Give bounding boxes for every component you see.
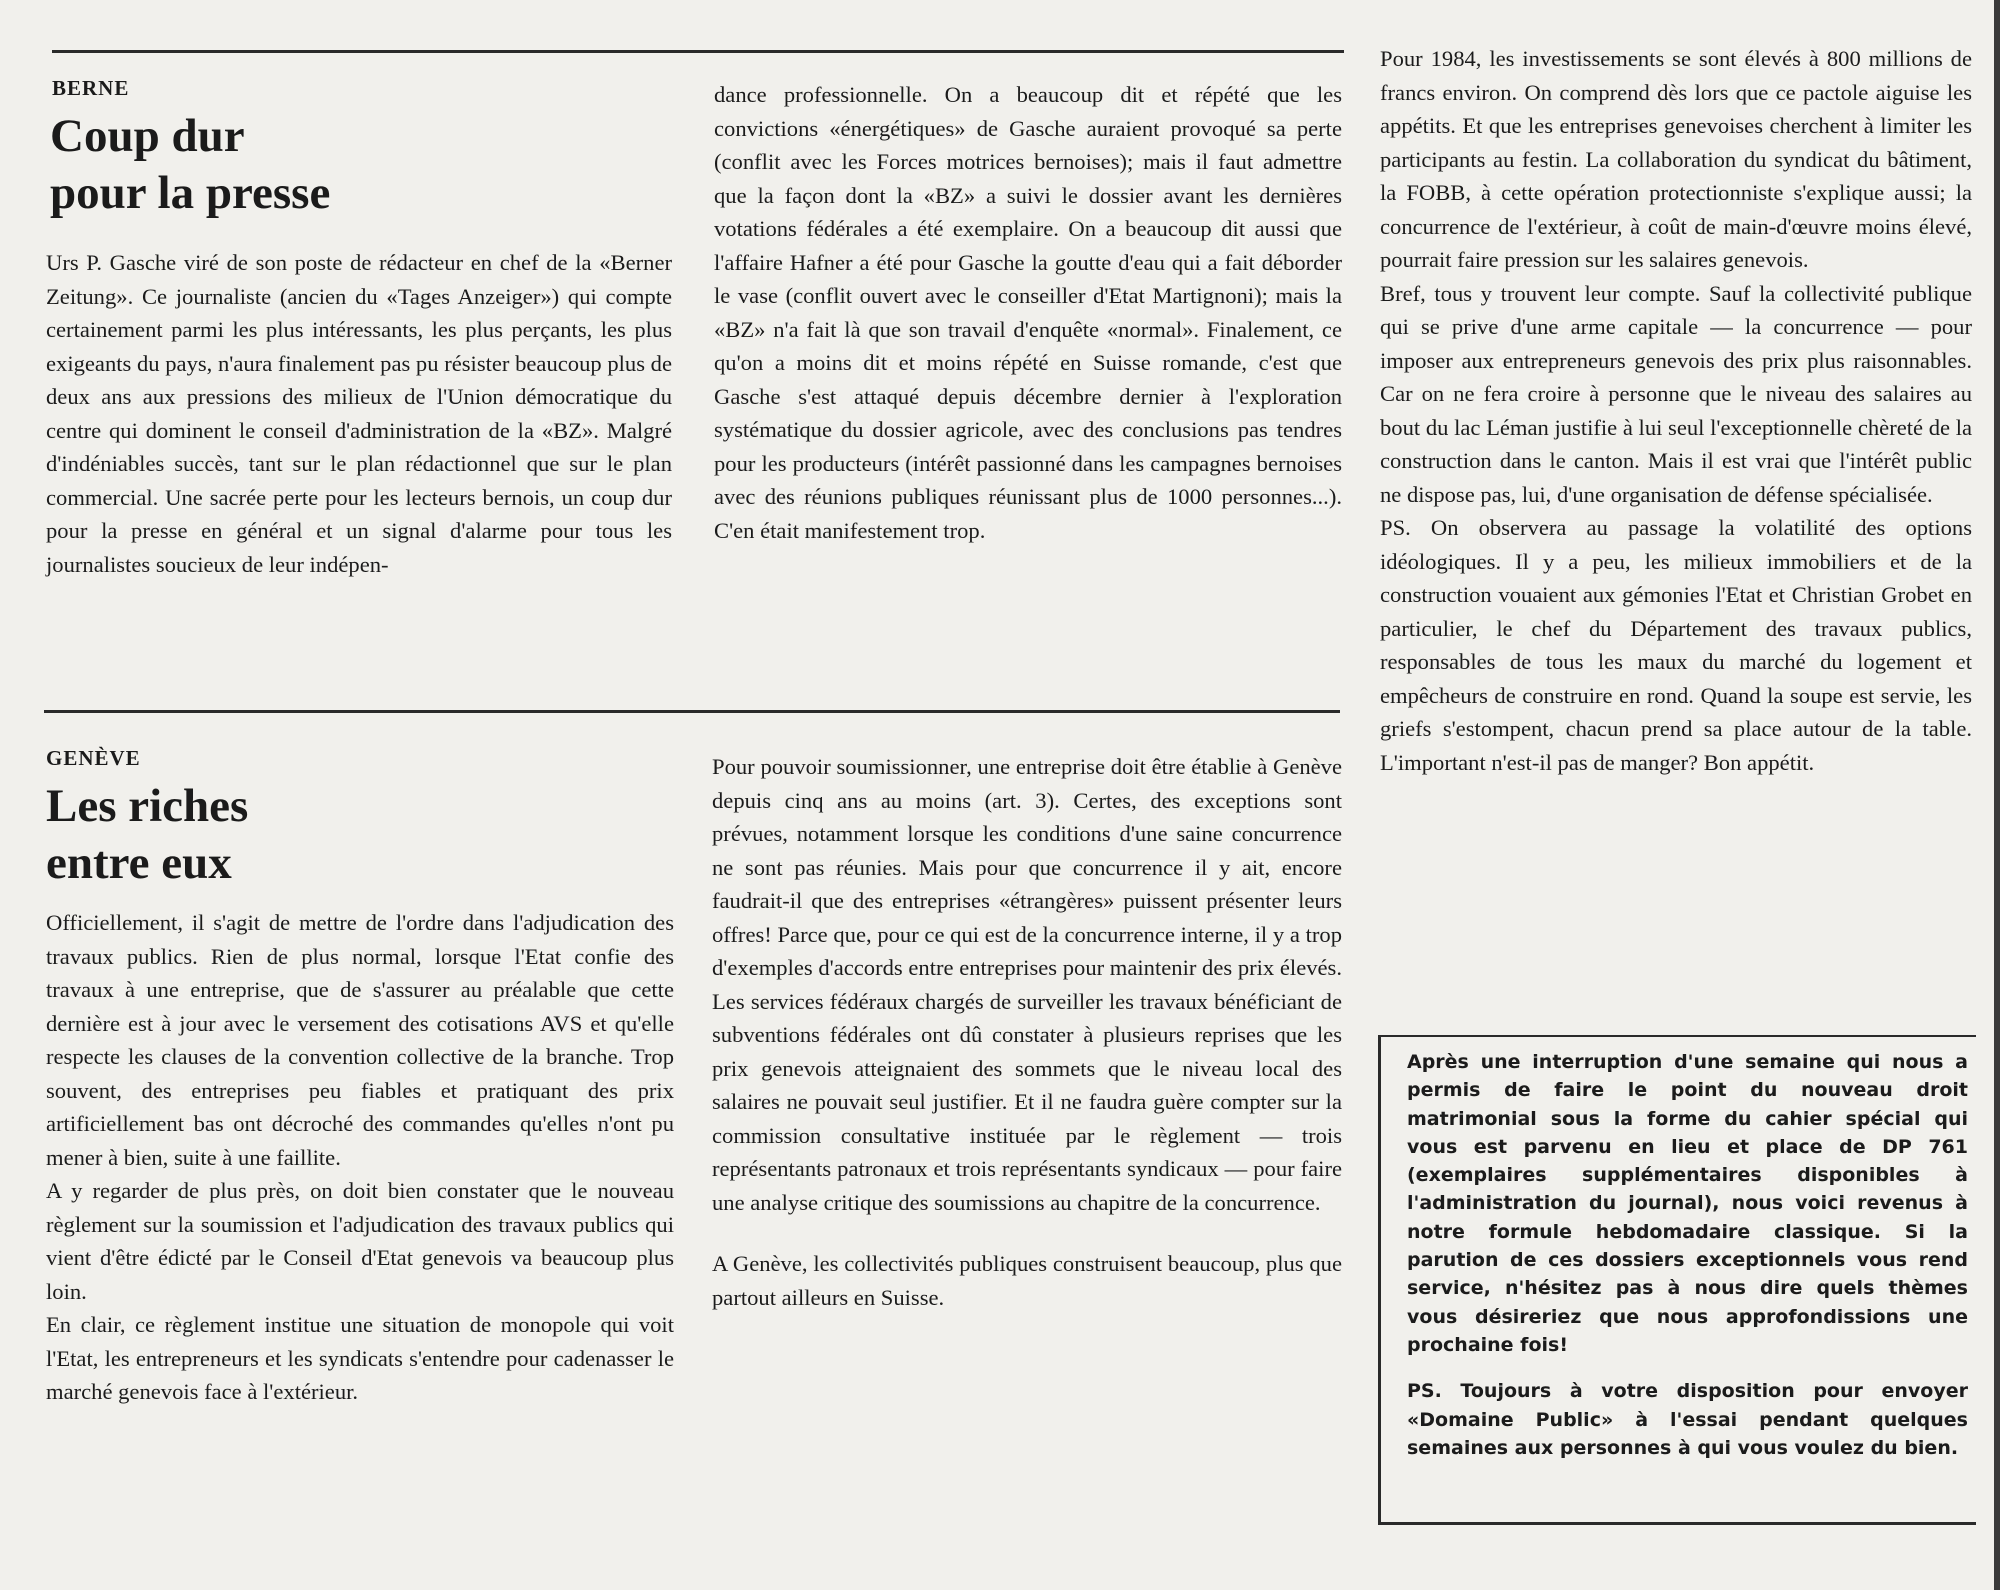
editorial-notice-box bbox=[1378, 1035, 1976, 1525]
berne-column-2 bbox=[714, 78, 1342, 547]
top-rule bbox=[52, 50, 1344, 53]
page-edge-shadow bbox=[1994, 0, 2000, 1590]
geneve-headline-line1: Les riches bbox=[46, 780, 249, 832]
berne-headline-line1: Coup dur bbox=[50, 110, 245, 162]
geneve-paragraph: PS. On observera au passage la volatilité des options idéologiques. Il y a peu, les milieux immobiliers et de la construction vouaient aux gémonies l'Etat et Christian Grobet en particulier, le chef du Département des travaux publics, responsables de tous les maux du marché du logement et empêcheurs de construire en rond. Quand la soupe est servie, les griefs s'estompent, chacun prend sa place autour de la table. L'important n'est-il pas de manger? Bon appétit. bbox=[1380, 515, 1972, 775]
geneve-headline-line2: entre eux bbox=[46, 837, 232, 889]
notice-paragraph: Après une interruption d'une semaine qui nous a permis de faire le point du nouveau droit matrimonial sous la forme du cahier spécial qui vous est parvenu en lieu et place de DP 761 (exemplaires supplémentaires disponibles à l'administration du journal), nous voici revenus à notre formule hebdomadaire classique. Si la parution de ces dossiers exceptionnels vous rend service, n'hésitez pas à nous dire quels thèmes vous désireriez que nous approfondissions une prochaine fois! bbox=[1407, 1051, 1968, 1356]
berne-headline-line2: pour la presse bbox=[50, 167, 331, 219]
geneve-column-2 bbox=[712, 750, 1342, 1314]
section-rule bbox=[44, 710, 1340, 713]
geneve-column-3 bbox=[1380, 42, 1972, 779]
berne-column-1 bbox=[46, 246, 672, 581]
notice-ps: PS. Toujours à votre disposition pour envoyer «Domaine Public» à l'essai pendant quelques semaines aux personnes à qui vous voulez du bien. bbox=[1407, 1380, 1968, 1459]
geneve-paragraph: Pour pouvoir soumissionner, une entreprise doit être établie à Genève depuis cinq ans au moins (art. 3). Certes, des exceptions sont prévues, notamment lorsque les conditions d'une saine concurrence ne sont pas réunies. Mais pour que concurrence il y ait, encore faudrait-il que des entreprises «étrangères» puissent présenter leurs offres! Parce que, pour ce qui est de la concurrence interne, il y a trop d'exemples d'accords entre entreprises pour maintenir des prix élevés. Les services fédéraux chargés de surveiller les travaux bénéficiant de subventions fédérales ont dû constater à plusieurs reprises que les prix genevois atteignaient des sommets que le niveau local des salaires ne pouvait seul justifier. Et il ne faudra guère compter sur la commission consultative instituée par le règlement — trois représentants patronaux et trois représentants syndicaux — pour faire une analyse critique des soumissions au chapitre de la concurrence. bbox=[712, 754, 1342, 1215]
berne-kicker: BERNE bbox=[52, 76, 130, 100]
berne-paragraph: dance professionnelle. On a beaucoup dit et répété que les convictions «énergétiques» de Gasche auraient provoqué sa perte (conflit avec les Forces motrices bernoises); mais il faut admettre que la façon dont la «BZ» a suivi le dossier avant les dernières votations fédérales a été exemplaire. On a beaucoup dit aussi que l'affaire Hafner a été pour Gasche la goutte d'eau qui a fait déborder le vase (conflit ouvert avec le conseiller d'Etat Martignoni); mais la «BZ» n'a fait là que son travail d'enquête «normal». Finalement, ce qu'on a moins dit et moins répété en Suisse romande, c'est que Gasche s'est attaqué depuis décembre dernier à l'exploration systématique du dossier agricole, avec des conclusions pas tendres pour les producteurs (intérêt passionné dans les campagnes bernoises avec des réunions publiques réunissant plus de 1000 personnes...). C'en était manifestement trop. bbox=[714, 82, 1342, 543]
geneve-paragraph: Bref, tous y trouvent leur compte. Sauf la collectivité publique qui se prive d'une arme capitale — la concurrence — pour imposer aux entrepreneurs genevois des prix plus raisonnables. Car on ne fera croire à personne que le niveau des salaires au bout du lac Léman justifie à lui seul l'exceptionnelle chèreté de la construction dans le canton. Mais il est vrai que l'intérêt public ne dispose pas, lui, d'une organisation de défense spécialisée. bbox=[1380, 280, 1972, 507]
berne-headline bbox=[50, 108, 330, 222]
geneve-paragraph: A Genève, les collectivités publiques construisent beaucoup, plus que partout ailleurs en Suisse. bbox=[712, 1251, 1342, 1310]
geneve-paragraph: Pour 1984, les investissements se sont élevés à 800 millions de francs environ. On comprend dès lors que ce pactole aiguise les appétits. Et que les entreprises genevoises cherchent à limiter les participants au festin. La collaboration du syndicat du bâtiment, la FOBB, à cette opération protectionniste s'explique aussi; la concurrence de l'extérieur, à coût de main-d'œuvre moins élevé, pourrait faire pression sur les salaires genevois. bbox=[1380, 46, 1972, 272]
geneve-paragraph: Officiellement, il s'agit de mettre de l'ordre dans l'adjudication des travaux publics. Rien de plus normal, lorsque l'Etat confie des travaux à une entreprise, que de s'assurer au préalable que cette dernière est à jour avec le versement des cotisations AVS et qu'elle respecte les clauses de la convention collective de la branche. Trop souvent, des entreprises peu fiables et pratiquant des prix artificiellement bas ont décroché des commandes qu'elles n'ont pu mener à bien, suite à une faillite. bbox=[46, 910, 674, 1170]
geneve-kicker: GENÈVE bbox=[46, 746, 141, 770]
geneve-column-1 bbox=[46, 906, 674, 1409]
berne-paragraph: Urs P. Gasche viré de son poste de rédacteur en chef de la «Berner Zeitung». Ce journaliste (ancien du «Tages Anzeiger») qui compte certainement parmi les plus intéressants, les plus perçants, les plus exigeants du pays, n'aura finalement pas pu résister beaucoup plus de deux ans aux pressions des milieux de l'Union démocratique du centre qui dominent le conseil d'administration de la «BZ». Malgré d'indéniables succès, tant sur le plan rédactionnel que sur le plan commercial. Une sacrée perte pour les lecteurs bernois, un coup dur pour la presse en général et un signal d'alarme pour tous les journalistes soucieux de leur indépen- bbox=[46, 250, 672, 577]
geneve-paragraph: En clair, ce règlement institue une situation de monopole qui voit l'Etat, les entrepreneurs et les syndicats s'entendre pour cadenasser le marché genevois face à l'extérieur. bbox=[46, 1312, 674, 1404]
geneve-headline bbox=[46, 778, 248, 892]
geneve-paragraph: A y regarder de plus près, on doit bien constater que le nouveau règlement sur la soumission et l'adjudication des travaux publics qui vient d'être édicté par le Conseil d'Etat genevois va beaucoup plus loin. bbox=[46, 1178, 674, 1304]
